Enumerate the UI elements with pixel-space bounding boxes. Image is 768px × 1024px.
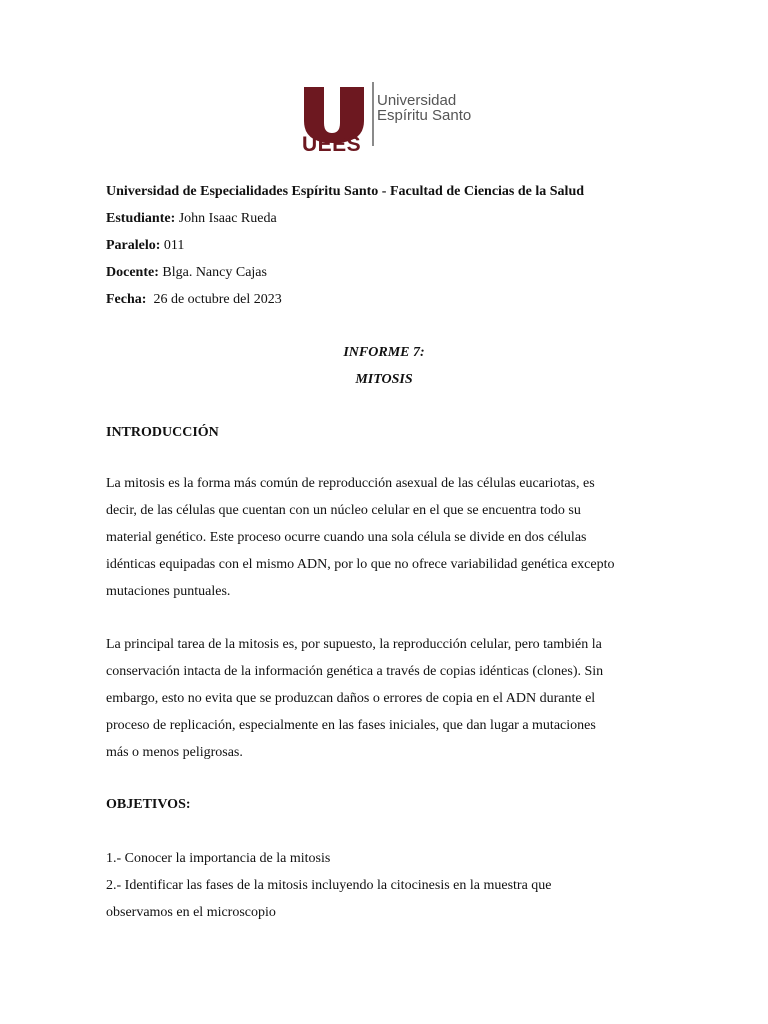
logo-name: [377, 93, 477, 123]
paragraph-line: La mitosis es la forma más común de reproducción asexual de las células eucariotas, es: [106, 476, 595, 491]
objective-item-1: 1.- Conocer la importancia de la mitosis: [106, 851, 331, 866]
objective-item-2-line2: observamos en el microscopio: [106, 905, 276, 920]
paralelo-line: [106, 237, 184, 255]
paragraph-line: idénticas equipadas con el mismo ADN, por lo que no ofrece variabilidad genética excepto: [106, 557, 615, 572]
intro-paragraph-1: [106, 470, 666, 605]
objectives-list: [106, 845, 666, 926]
student-line: [106, 210, 277, 228]
paragraph-line: proceso de replicación, especialmente en las fases iniciales, que dan lugar a mutaciones: [106, 718, 596, 733]
logo-name-line1: Universidad: [377, 92, 457, 109]
fecha-line: [106, 291, 282, 309]
docente-line: [106, 264, 267, 282]
docente-label: Docente:: [106, 265, 159, 280]
paragraph-line: La principal tarea de la mitosis es, por supuesto, la reproducción celular, pero también la: [106, 637, 602, 652]
report-title: MITOSIS: [355, 372, 413, 387]
section-heading-objetivos: OBJETIVOS:: [106, 797, 191, 812]
student-label: Estudiante:: [106, 211, 176, 226]
paralelo-value: 011: [160, 238, 185, 253]
institution-line: Universidad de Especialidades Espíritu Santo - Facultad de Ciencias de la Salud: [106, 184, 585, 199]
intro-paragraph-2: [106, 631, 666, 766]
section-heading-introduccion: INTRODUCCIÓN: [106, 425, 219, 440]
paragraph-line: embargo, esto no evita que se produzcan daños o errores de copia en el ADN durante el: [106, 691, 596, 706]
objective-item-2-line1: 2.- Identificar las fases de la mitosis incluyendo la citocinesis en la muestra que: [106, 878, 552, 893]
paragraph-line: más o menos peligrosas.: [106, 745, 243, 760]
student-value: John Isaac Rueda: [175, 211, 277, 226]
university-logo: [302, 72, 472, 158]
fecha-label: Fecha:: [106, 292, 147, 307]
paragraph-line: mutaciones puntuales.: [106, 584, 231, 599]
fecha-value: 26 de octubre del 2023: [146, 292, 282, 307]
paragraph-line: decir, de las células que cuentan con un núcleo celular en el que se encuentra todo su: [106, 503, 581, 518]
paragraph-line: material genético. Este proceso ocurre cuando una sola célula se divide en dos células: [106, 530, 587, 545]
paralelo-label: Paralelo:: [106, 238, 161, 253]
logo-divider: [372, 82, 374, 146]
report-number: INFORME 7:: [343, 345, 425, 360]
docente-value: Blga. Nancy Cajas: [158, 265, 267, 280]
logo-acronym: UEES: [302, 133, 362, 156]
logo-name-line2: Espíritu Santo: [377, 107, 472, 124]
paragraph-line: conservación intacta de la información genética a través de copias idénticas (clones). Sin: [106, 664, 604, 679]
